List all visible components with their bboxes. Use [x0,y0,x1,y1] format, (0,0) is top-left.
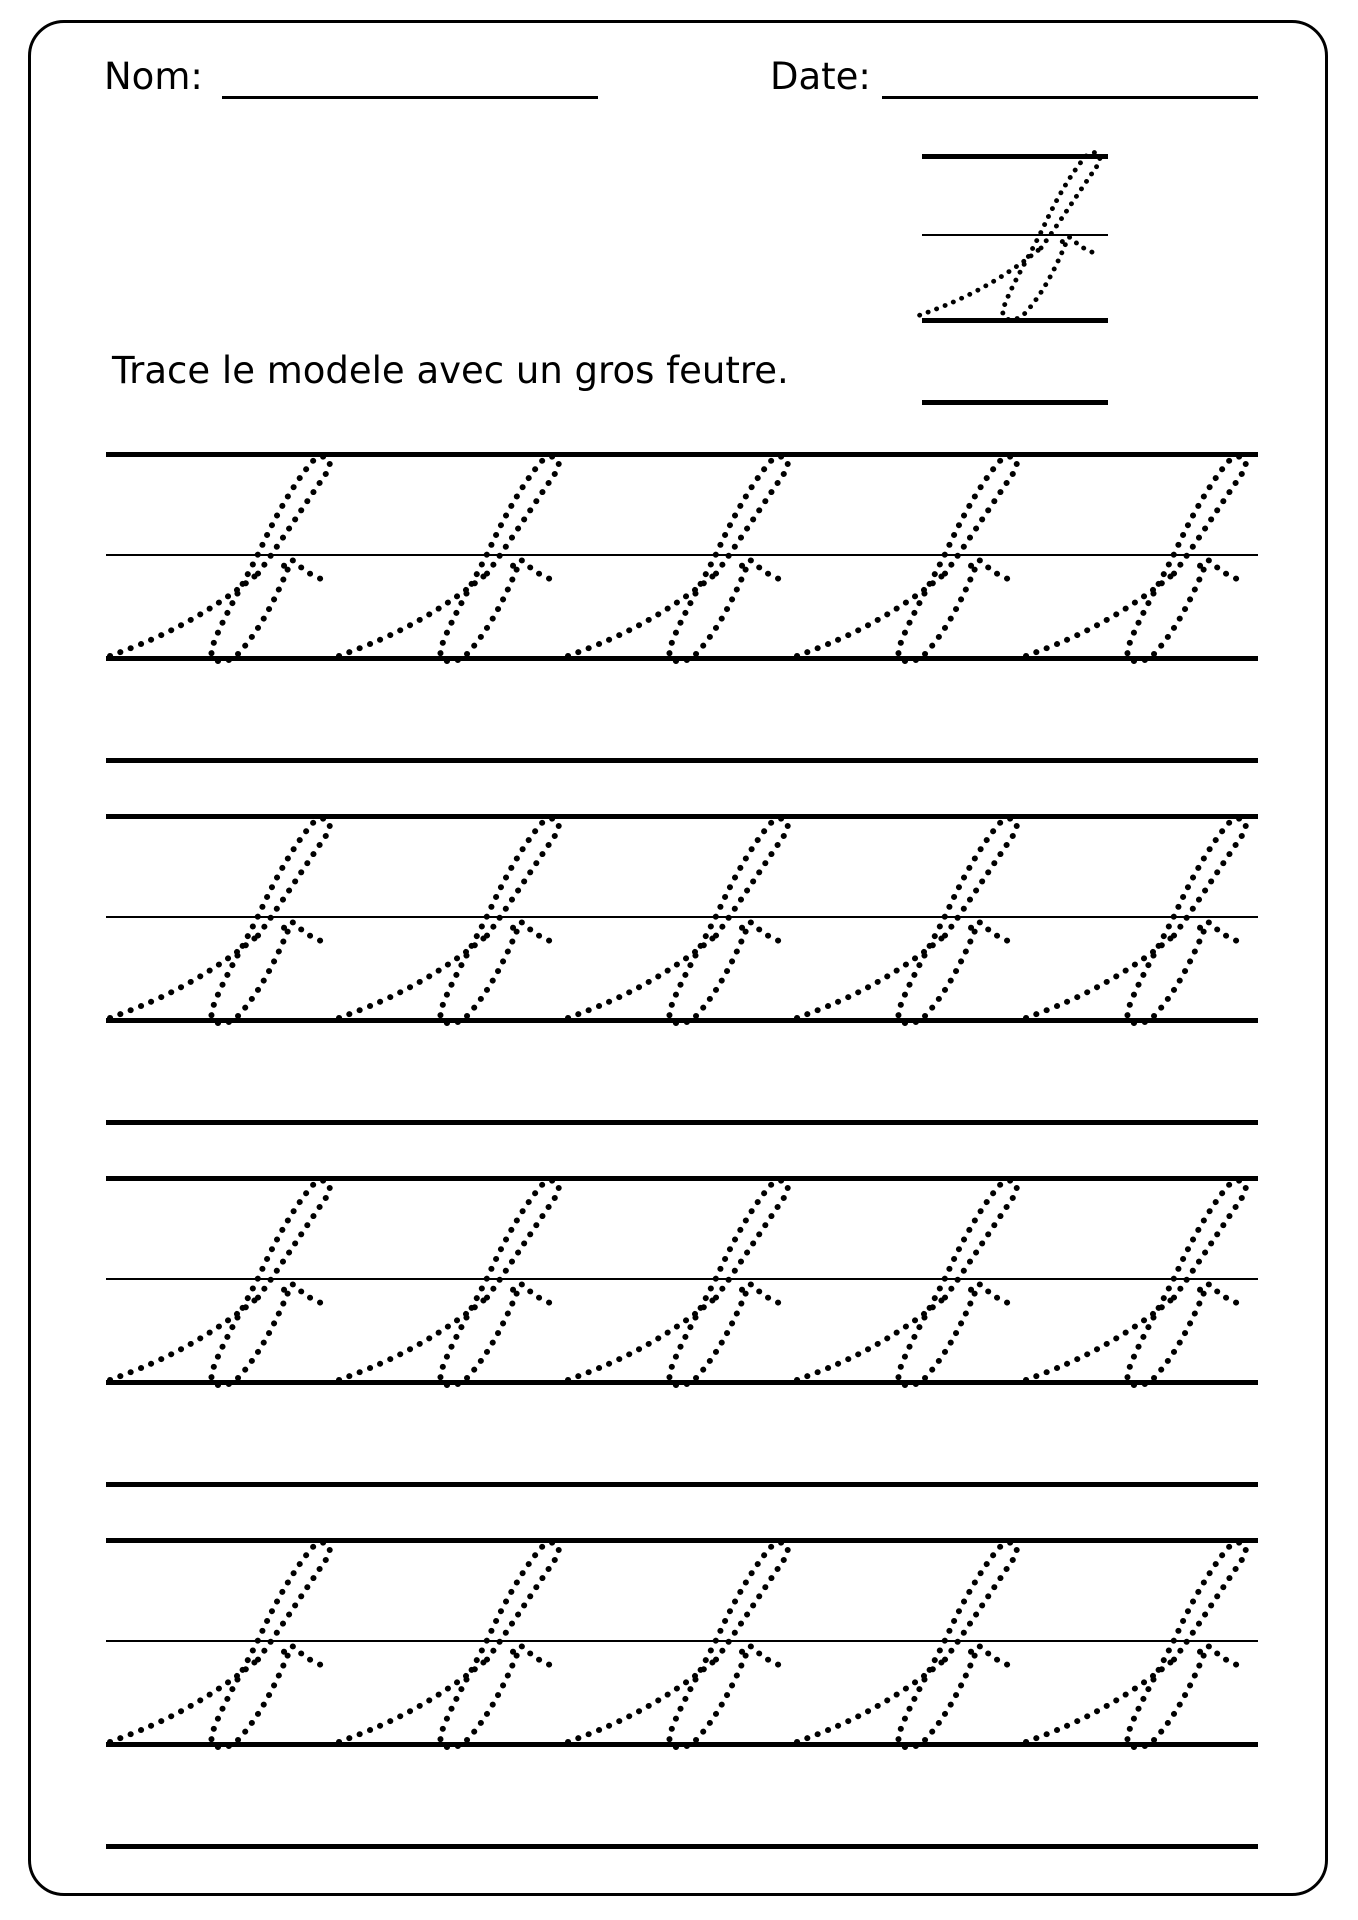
instruction-text: Trace le modele avec un gros feutre. [112,349,789,392]
dotted-letter-r1-5 [1026,457,1246,662]
dotted-letter-r3-1 [110,1181,330,1386]
dotted-letter-r4-1 [110,1543,330,1748]
dotted-letter-r3-2 [339,1181,559,1386]
dotted-letter-r2-4 [797,819,1017,1024]
model-letter [920,153,1100,320]
dotted-letter-r4-2 [339,1543,559,1748]
date-label: Date: [770,55,871,98]
dotted-letter-r3-5 [1026,1181,1246,1386]
dotted-letter-r3-3 [568,1181,788,1386]
practice-letters [110,457,1246,1748]
dotted-letter-r2-2 [339,819,559,1024]
dotted-letter-r4-4 [797,1543,1017,1748]
dotted-letter-r4-5 [1026,1543,1246,1748]
dotted-letter-r4-3 [568,1543,788,1748]
dotted-letter-r2-3 [568,819,788,1024]
dotted-letter-r1-3 [568,457,788,662]
dotted-letter-r2-5 [1026,819,1246,1024]
dotted-letter-r2-1 [110,819,330,1024]
name-label: Nom: [104,55,203,98]
dotted-letter-r1-1 [110,457,330,662]
dotted-letter-r1-2 [339,457,559,662]
dotted-letter-r3-4 [797,1181,1017,1386]
dotted-letter-r1-4 [797,457,1017,662]
